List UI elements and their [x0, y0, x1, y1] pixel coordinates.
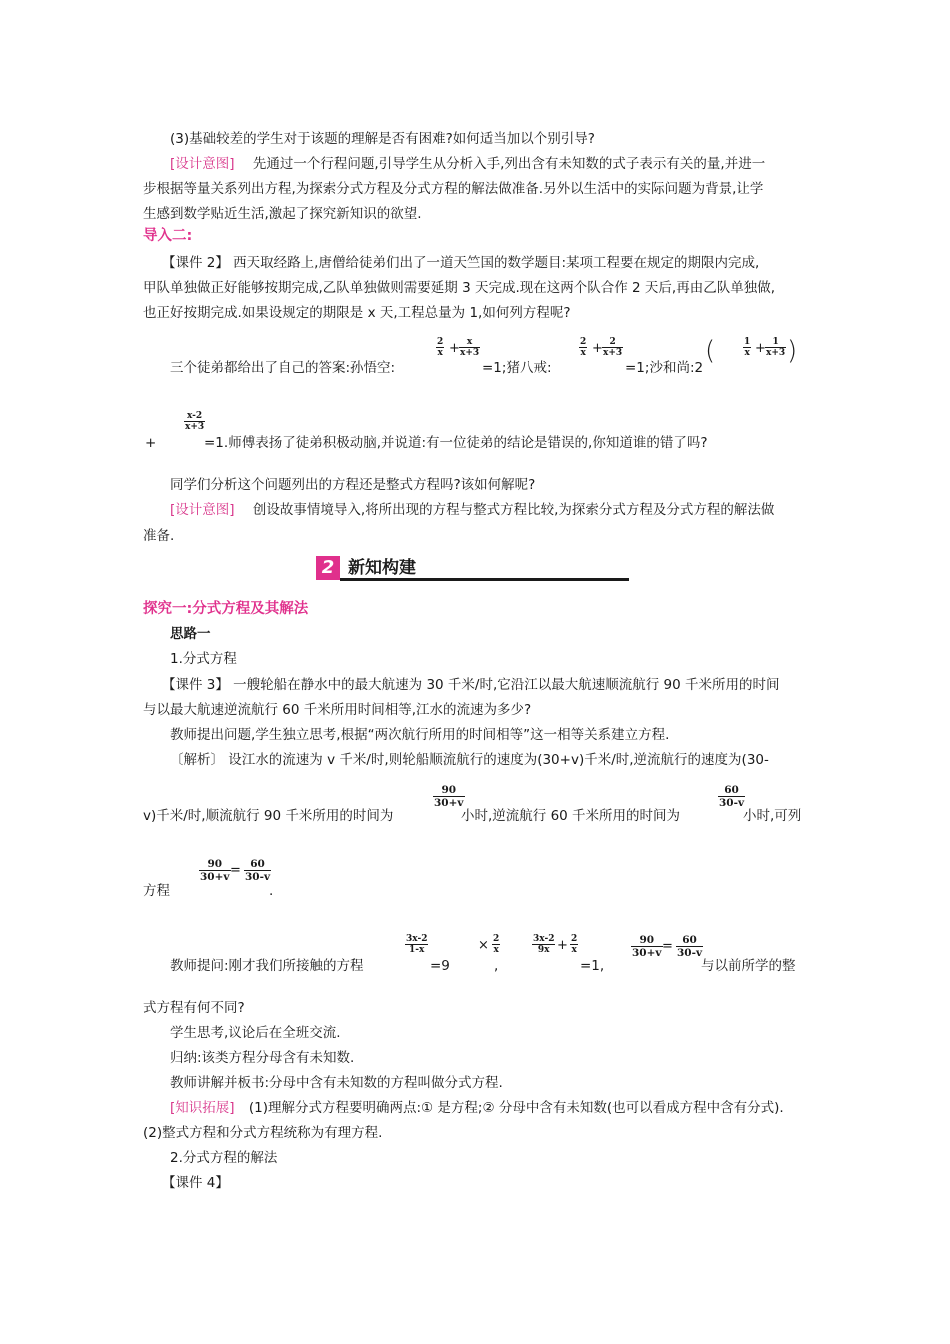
design-intent-2-line-2: 准备.	[143, 528, 175, 544]
eqA-result: =9	[430, 958, 450, 974]
design-intent-2-line-1: [设计意图] 创设故事情境导入,将所出现的方程与整式方程比较,为探索分式方程及分式方程的解法做	[170, 502, 775, 518]
plus-sign: +	[592, 341, 603, 356]
design-intent-line-1: [设计意图] 先通过一个行程问题,引导学生从分析入手,列出含有未知数的式子表示有关的量,并进一	[170, 156, 766, 172]
fraction-90-over-30-plus-v: $\frac{90}{30+v}$	[632, 934, 662, 959]
fraction-90-over-30-plus-v: $\frac{90}{30+v}$	[200, 858, 230, 883]
analysis-line-2-part-3: 小时,可列	[743, 808, 802, 824]
plus-sign: +	[449, 341, 460, 356]
section-intro-2: 导入二:	[143, 228, 193, 244]
fraction-2-over-x-plus-3: $\frac{2}{x+3}$	[603, 337, 623, 358]
analysis-line-1: 〔解析〕 设江水的流速为 v 千米/时,则轮船顺流航行的速度为(30+v)千米/时,逆流航行的速度为(30-	[170, 752, 769, 768]
knowledge-extension-line-2: (2)整式方程和分式方程统称为有理方程.	[143, 1125, 383, 1141]
analysis-line-2-part-1: v)千米/时,顺流航行 90 千米所用的时间为	[143, 808, 394, 824]
fraction-x-over-x-plus-3: $\frac{x}{x+3}$	[460, 337, 480, 358]
design-intent-line-2: 步根据等量关系列出方程,为探索分式方程及分式方程的解法做准备.另外以生活中的实际问题为背景,让学	[143, 181, 764, 197]
knowledge-extension-tag: [知识拓展]	[170, 1100, 235, 1116]
subheading-solving-method: 2.分式方程的解法	[170, 1150, 278, 1166]
period: .	[269, 883, 274, 899]
fraction-60-over-30-minus-v: $\frac{60}{30-v}$	[677, 934, 703, 959]
subheading-fractional-equation: 1.分式方程	[170, 651, 237, 667]
fraction-2-over-x: $\frac{2}{x}$	[580, 337, 587, 358]
fraction-2-over-x: $\frac{2}{x}$	[437, 337, 444, 358]
times-sign: ×	[478, 938, 489, 953]
idea-1-heading: 思路一	[170, 626, 211, 642]
teacher-question: 教师提出问题,学生独立思考,根据“两次航行所用的时间相等”这一相等关系建立方程.	[170, 727, 670, 743]
knowledge-extension-line-1: [知识拓展] (1)理解分式方程要明确两点:① 是方程;② 分母中含有未知数(也可以看成方程中含有分式).	[170, 1100, 784, 1116]
banner-underline	[340, 578, 629, 581]
teacher-ask-line-2: 式方程有何不同?	[143, 1000, 245, 1016]
eq2-result: =1;沙和尚:2	[625, 360, 704, 376]
fraction-2-over-x: $\frac{2}{x}$	[571, 934, 578, 955]
paragraph-students-analyze: 同学们分析这个问题列出的方程还是整式方程吗?该如何解呢?	[170, 477, 536, 493]
section-banner-title: 新知构建	[348, 558, 416, 578]
eq3-result-and-question: =1.师傅表扬了徒弟积极动脑,并说道:有一位徒弟的结论是错误的,你知道谁的错了吗?	[204, 435, 708, 451]
courseware-3-line-1: 【课件 3】 一艘轮船在静水中的最大航速为 30 千米/时,它沿江以最大航速顺流航行 90 千米所用的时间	[162, 677, 780, 693]
design-intent-tag: [设计意图]	[170, 156, 235, 172]
left-paren: (	[705, 336, 716, 366]
fraction-2-over-x: $\frac{2}{x}$	[493, 934, 500, 955]
fraction-3x-minus-2-over-9x: $\frac{3x-2}{9x}$	[533, 934, 555, 955]
teacher-board: 教师讲解并板书:分母中含有未知数的方程叫做分式方程.	[170, 1075, 503, 1091]
courseware-2-line-1: 【课件 2】 西天取经路上,唐僧给徒弟们出了一道天竺国的数学题目:某项工程要在规定的期限内完成,	[162, 255, 760, 271]
courseware-3-line-2: 与以最大航速逆流航行 60 千米所用时间相等,江水的流速为多少?	[143, 702, 532, 718]
paragraph-question-3: (3)基础较差的学生对于该题的理解是否有困难?如何适当加以个别引导?	[170, 131, 595, 147]
equals-sign: =	[662, 939, 673, 954]
fraction-1-over-x: $\frac{1}{x}$	[744, 337, 751, 358]
fraction-x-minus-2-over-x-plus-3: $\frac{x-2}{x+3}$	[185, 411, 205, 432]
plus-sign: +	[557, 938, 568, 953]
design-intent-line-3: 生感到数学贴近生活,激起了探究新知识的欲望.	[143, 206, 422, 222]
eqC-result: =1,	[580, 958, 605, 974]
plus-sign: +	[755, 341, 766, 356]
eq3-plus: +	[145, 435, 157, 451]
fraction-60-over-30-minus-v: $\frac{60}{30-v}$	[719, 784, 745, 809]
fraction-60-over-30-minus-v: $\frac{60}{30-v}$	[245, 858, 271, 883]
right-paren: )	[787, 336, 798, 366]
fraction-3x-minus-2-over-1-minus-x: $\frac{3x-2}{1-x}$	[406, 934, 428, 955]
teacher-ask-prefix: 教师提问:刚才我们所接触的方程	[170, 958, 364, 974]
eq1-result: =1;猪八戒:	[482, 360, 552, 376]
three-disciples-text: 三个徒弟都给出了自己的答案:孙悟空:	[170, 360, 396, 376]
teacher-ask-suffix: 与以前所学的整	[701, 958, 796, 974]
fraction-90-over-30-plus-v: $\frac{90}{30+v}$	[434, 784, 464, 809]
students-discuss: 学生思考,议论后在全班交流.	[170, 1025, 341, 1041]
analysis-line-2-part-2: 小时,逆流航行 60 千米所用的时间为	[461, 808, 681, 824]
equals-sign: =	[230, 863, 241, 878]
design-intent-tag: [设计意图]	[170, 502, 235, 518]
explore-1-heading: 探究一:分式方程及其解法	[143, 601, 309, 617]
summary: 归纳:该类方程分母含有未知数.	[170, 1050, 355, 1066]
courseware-2-line-2: 甲队单独做正好能够按期完成,乙队单独做则需要延期 3 天完成.现在这两个队合作 2 天后,再由乙队单独做,	[143, 280, 776, 296]
fraction-1-over-x-plus-3: $\frac{1}{x+3}$	[766, 337, 786, 358]
section-banner-new-knowledge	[316, 555, 629, 581]
eqB-result: ,	[494, 958, 499, 974]
courseware-2-line-3: 也正好按期完成.如果设规定的期限是 x 天,工程总量为 1,如何列方程呢?	[143, 305, 571, 321]
section-number-badge: 2	[316, 556, 340, 580]
courseware-4-label: 【课件 4】	[162, 1175, 229, 1191]
equation-label: 方程	[143, 883, 170, 899]
